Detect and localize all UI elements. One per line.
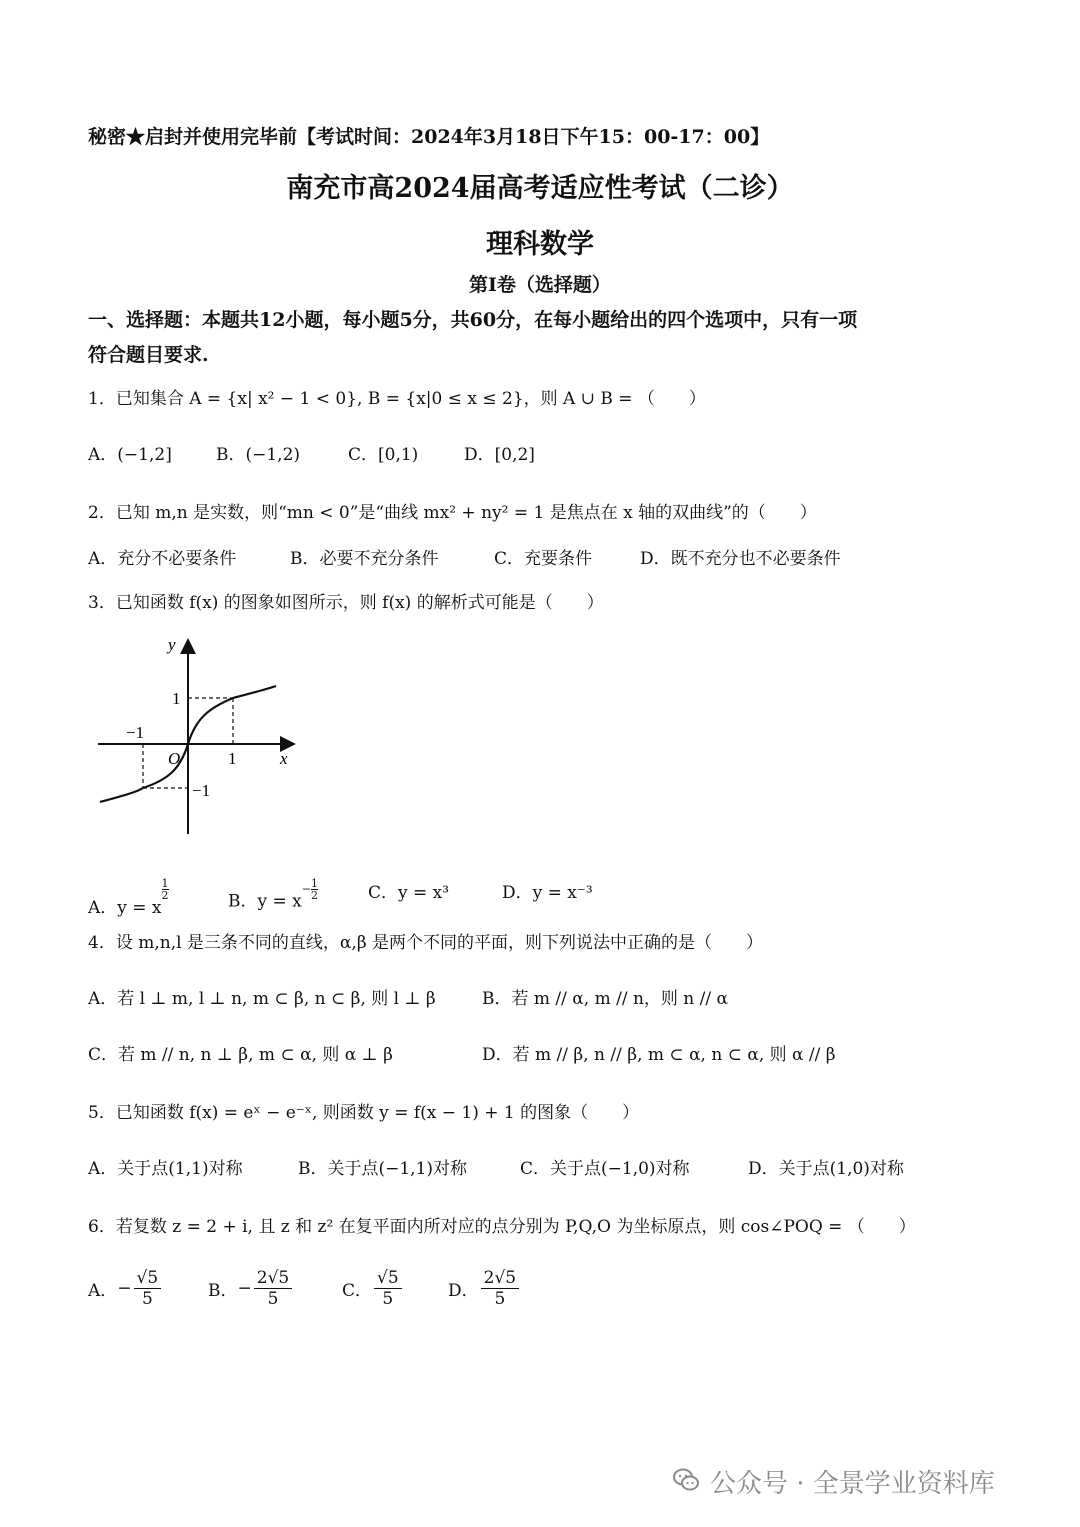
y-axis-label: y bbox=[168, 635, 176, 654]
origin-label: O bbox=[168, 749, 181, 768]
q3-option-d: D．y = x⁻³ bbox=[502, 883, 593, 903]
x-axis-label: x bbox=[280, 749, 288, 768]
q3-option-b: B．$y = x^{- \frac{1}{2}}$ bbox=[228, 877, 318, 912]
q6-option-a: A．− $\frac{√5}{5}$ bbox=[88, 1268, 163, 1309]
q4-option-a: A．若 l ⊥ m, l ⊥ n, m ⊂ β, n ⊂ β, 则 l ⊥ β bbox=[88, 989, 436, 1009]
q5-option-b: B．关于点(−1,1)对称 bbox=[298, 1159, 468, 1179]
q1-option-a: A．(−1,2] bbox=[88, 445, 172, 465]
tick-pos-y: 1 bbox=[172, 689, 181, 708]
q4-option-c: C．若 m // n, n ⊥ β, m ⊂ α, 则 α ⊥ β bbox=[88, 1045, 393, 1065]
q1-option-d: D．[0,2] bbox=[464, 445, 535, 465]
q1-option-c: C．[0,1) bbox=[348, 445, 419, 465]
confidential-header: 秘密★启封并使用完毕前【考试时间：2024年3月18日下午15：00-17：00】 bbox=[88, 126, 770, 148]
q5-option-c: C．关于点(−1,0)对称 bbox=[520, 1159, 690, 1179]
tick-neg-x: −1 bbox=[126, 723, 145, 742]
q4-option-d: D．若 m // β, n // β, m ⊂ α, n ⊂ α, 则 α // β bbox=[482, 1045, 836, 1065]
q2-option-d: D．既不充分也不必要条件 bbox=[640, 549, 841, 569]
question-6-stem: 6．若复数 z = 2 + i, 且 z 和 z² 在复平面内所对应的点分别为 P,Q,O 为坐标原点，则 cos∠POQ = （ ） bbox=[88, 1217, 916, 1237]
question-4-stem: 4．设 m,n,l 是三条不同的直线，α,β 是两个不同的平面，则下列说法中正确的是（ ） bbox=[88, 933, 764, 953]
q5-option-d: D．关于点(1,0)对称 bbox=[748, 1159, 904, 1179]
q2-option-a: A．充分不必要条件 bbox=[88, 549, 237, 569]
q3-option-a: A．y = x $^{\frac{1}{2}}$ bbox=[88, 877, 169, 918]
question-3-stem: 3．已知函数 f(x) 的图象如图所示，则 f(x) 的解析式可能是（ ） bbox=[88, 593, 604, 613]
volume-title: 第Ⅰ卷（选择题） bbox=[469, 274, 611, 296]
watermark-text: 公众号 · 全景学业资料库 bbox=[710, 1469, 995, 1499]
question-5-stem: 5．已知函数 f(x) = eˣ − e⁻ˣ, 则函数 y = f(x − 1) + 1 的图象（ ） bbox=[88, 1103, 640, 1123]
q2-option-b: B．必要不充分条件 bbox=[290, 549, 439, 569]
function-graph bbox=[92, 630, 312, 840]
q3-option-c: C．y = x³ bbox=[368, 883, 450, 903]
q4-option-b: B．若 m // α, m // n，则 n // α bbox=[482, 989, 728, 1009]
q6-option-c: C． $\frac{√5}{5}$ bbox=[342, 1268, 404, 1309]
q1-option-b: B．(−1,2) bbox=[216, 445, 301, 465]
tick-pos-x: 1 bbox=[228, 749, 237, 768]
exam-title: 南充市高2024届高考适应性考试（二诊） bbox=[286, 173, 794, 204]
q6-option-d: D． $\frac{2√5}{5}$ bbox=[448, 1268, 521, 1309]
q5-option-a: A．关于点(1,1)对称 bbox=[88, 1159, 243, 1179]
question-2-stem: 2．已知 m,n 是实数，则“mn < 0”是“曲线 mx² + ny² = 1 是焦点在 x 轴的双曲线”的（ ） bbox=[88, 503, 817, 523]
q6-option-b: B．− $\frac{2√5}{5}$ bbox=[208, 1268, 294, 1309]
section-instructions-line1: 一、选择题：本题共12小题，每小题5分，共60分，在每小题给出的四个选项中，只有一项 bbox=[88, 309, 858, 331]
tick-neg-y: −1 bbox=[192, 781, 211, 800]
subject-title: 理科数学 bbox=[486, 229, 594, 260]
section-instructions-line2: 符合题目要求. bbox=[88, 344, 209, 366]
q2-option-c: C．充要条件 bbox=[494, 549, 593, 569]
wechat-icon bbox=[672, 1466, 700, 1494]
question-1-stem: 1．已知集合 A = {x| x² − 1 < 0}, B = {x|0 ≤ x ≤ 2}，则 A ∪ B = （ ） bbox=[88, 389, 706, 409]
